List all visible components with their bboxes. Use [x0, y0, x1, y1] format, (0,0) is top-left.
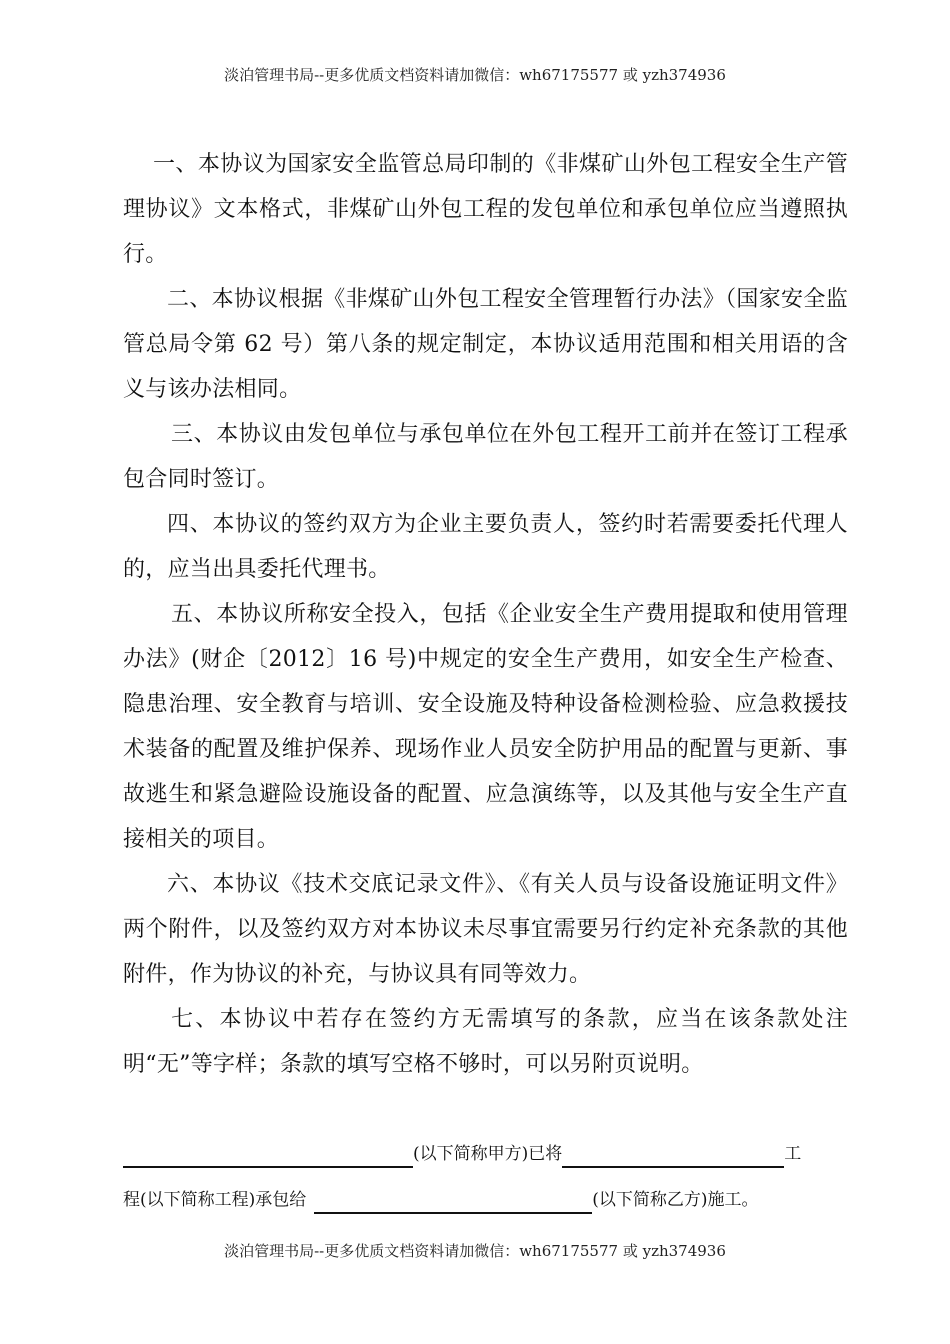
paragraph-4: 四、本协议的签约双方为企业主要负责人，签约时若需要委托代理人的，应当出具委托代理书。	[123, 512, 848, 582]
party-b-blank[interactable]	[314, 1190, 592, 1214]
paragraph-3: 三、本协议由发包单位与承包单位在外包工程开工前并在签订工程承包合同时签订。	[123, 422, 848, 492]
paragraph-6: 六、本协议《技术交底记录文件》、《有关人员与设备设施证明文件》两个附件，以及签约双方对本协议未尽事宜需要另行约定补充条款的其他附件，作为协议的补充，与协议具有同等效力。	[123, 872, 848, 987]
paragraph-7: 七、本协议中若存在签约方无需填写的条款，应当在该条款处注明“无”等字样；条款的填写空格不够时，可以另附页说明。	[123, 1007, 848, 1077]
party-a-label: (以下简称甲方)已将	[413, 1144, 563, 1164]
agreement-instructions	[123, 142, 848, 1087]
contract-fill-in	[123, 1140, 848, 1214]
page-header: 淡泊管理书局--更多优质文档资料请加微信：wh67175577 或 yzh374936	[224, 66, 726, 84]
project-label-start: 工	[784, 1144, 802, 1164]
paragraph-5: 五、本协议所称安全投入，包括《企业安全生产费用提取和使用管理办法》(财企〔2012〕16 号)中规定的安全生产费用，如安全生产检查、隐患治理、安全教育与培训、安全设施及特种设备检测检验、应急救援技术装备的配置及维护保养、现场作业人员安全防护用品的配置与更新、事故逃生和紧急避险设施设备的配置、应急演练等，以及其他与安全生产直接相关的项目。	[123, 602, 848, 852]
party-b-label: (以下简称乙方)施工。	[592, 1190, 759, 1210]
project-name-blank[interactable]	[562, 1144, 784, 1168]
fill-line-2	[123, 1186, 848, 1214]
fill-line-1	[123, 1140, 848, 1168]
paragraph-2: 二、本协议根据《非煤矿山外包工程安全管理暂行办法》（国家安全监管总局令第 62 号）第八条的规定制定，本协议适用范围和相关用语的含义与该办法相同。	[123, 287, 848, 402]
page-footer: 淡泊管理书局--更多优质文档资料请加微信：wh67175577 或 yzh374936	[224, 1242, 726, 1260]
party-a-blank[interactable]	[123, 1144, 413, 1168]
paragraph-1: 一、本协议为国家安全监管总局印制的《非煤矿山外包工程安全生产管理协议》文本格式，非煤矿山外包工程的发包单位和承包单位应当遵照执行。	[123, 152, 848, 267]
project-label-end: 程(以下简称工程)承包给	[123, 1190, 307, 1210]
